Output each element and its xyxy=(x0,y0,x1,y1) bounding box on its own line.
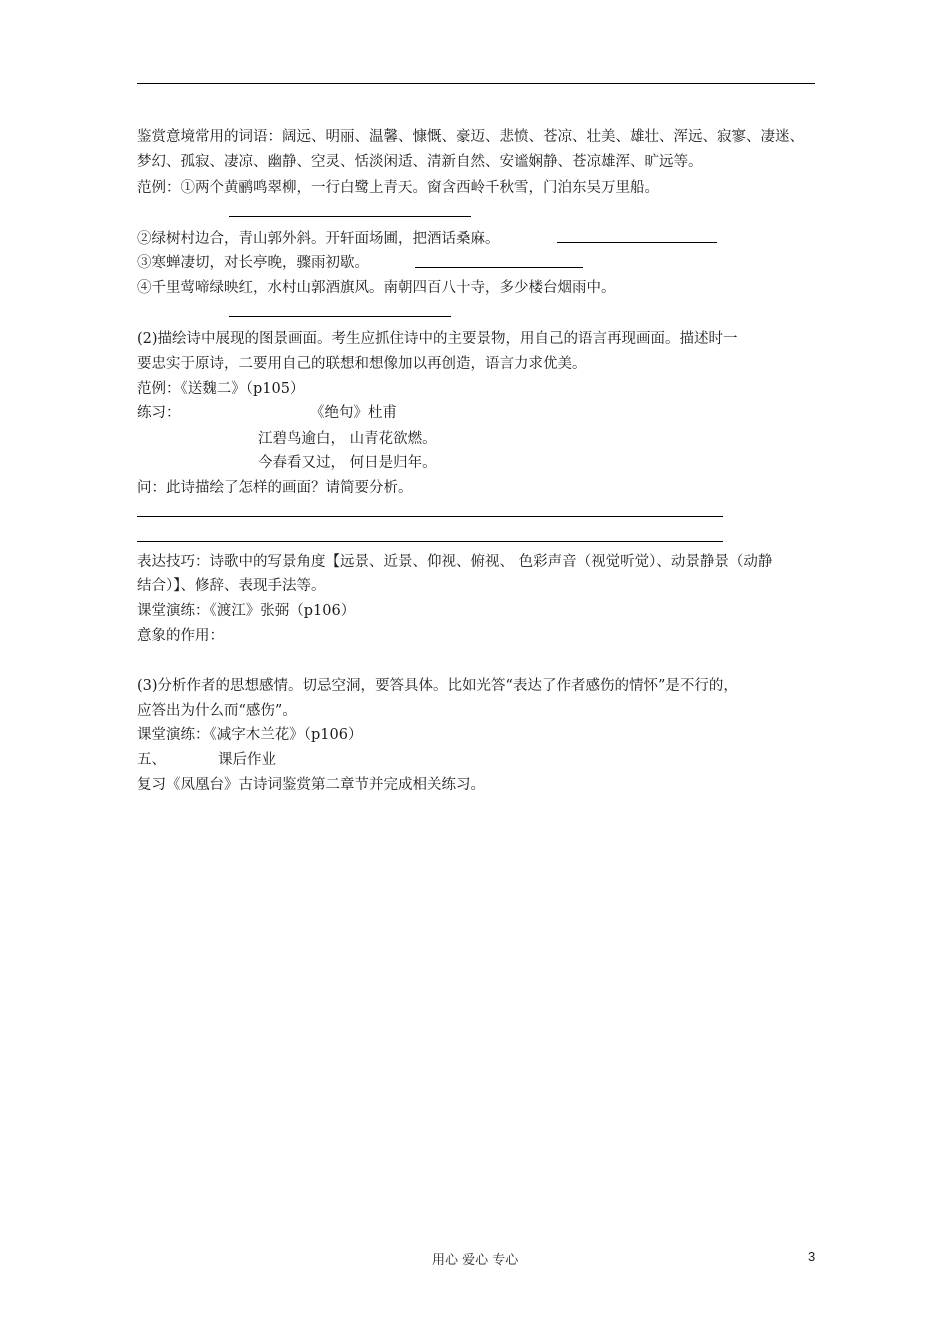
poem-title: 《绝句》杜甫 xyxy=(310,405,397,421)
text-line: 复习《凤凰台》古诗词鉴赏第二章节并完成相关练习。 xyxy=(137,777,485,793)
page-number: 3 xyxy=(808,1249,816,1264)
text-line: 课堂演练：《减字木兰花》（p106） xyxy=(137,727,363,743)
poem-line: 江碧鸟逾白， 山青花欲燃。 xyxy=(258,431,437,447)
text-line: 表达技巧：诗歌中的写景角度【远景、近景、仰视、俯视、 色彩声音（视觉听觉）、动景静景（动静 xyxy=(137,554,773,570)
answer-blank xyxy=(557,242,717,243)
text-line: 结合）】、修辞、表现手法等。 xyxy=(137,578,326,594)
answer-blank xyxy=(415,267,583,268)
text-line: (3)分析作者的思想感情。切忌空洞，要答具体。比如光答“表达了作者感伤的情怀”是不行的， xyxy=(137,678,738,694)
text-line: 范例：①两个黄鹂鸣翠柳，一行白鹭上青天。窗含西岭千秋雪，门泊东吴万里船。 xyxy=(137,180,659,196)
text-line: ④千里莺啼绿映红，水村山郭酒旗风。南朝四百八十寺，多少楼台烟雨中。 xyxy=(137,280,616,296)
text-line: 范例：《送魏二》（p105） xyxy=(137,381,305,397)
answer-blank xyxy=(229,216,471,217)
text-line: 鉴赏意境常用的词语：阔远、明丽、温馨、慷慨、豪迈、悲愤、苍凉、壮美、雄壮、浑远、寂寥、凄迷、 xyxy=(137,129,804,145)
text-line: (2)描绘诗中展现的图景画面。考生应抓住诗中的主要景物，用自己的语言再现画面。描述时一 xyxy=(137,331,738,347)
text-line: ③寒蝉凄切，对长亭晚，骤雨初歇。 xyxy=(137,255,369,271)
text-line: 练习： xyxy=(137,405,181,421)
poem-line: 今春看又过， 何日是归年。 xyxy=(258,455,437,471)
section-number: 五、 xyxy=(137,752,166,768)
text-line: 要忠实于原诗，二要用自己的联想和想像加以再创造，语言力求优美。 xyxy=(137,356,587,372)
text-line: 梦幻、孤寂、凄凉、幽静、空灵、恬淡闲适、清新自然、安谧娴静、苍凉雄浑、旷远等。 xyxy=(137,154,703,170)
text-line: 应答出为什么而“感伤”。 xyxy=(137,703,297,719)
answer-blank xyxy=(229,316,451,317)
header-rule xyxy=(137,83,815,84)
answer-blank xyxy=(137,516,723,517)
text-line: 问：此诗描绘了怎样的画面？请简要分析。 xyxy=(137,480,413,496)
answer-blank xyxy=(137,541,723,542)
text-line: 意象的作用： xyxy=(137,628,224,644)
section-title: 课后作业 xyxy=(218,752,276,768)
text-line: 课堂演练：《渡江》张弼（p106） xyxy=(137,603,356,619)
footer-text: 用心 爱心 专心 xyxy=(432,1253,519,1268)
text-line: ②绿树村边合，青山郭外斜。开轩面场圃，把酒话桑麻。 xyxy=(137,231,500,247)
